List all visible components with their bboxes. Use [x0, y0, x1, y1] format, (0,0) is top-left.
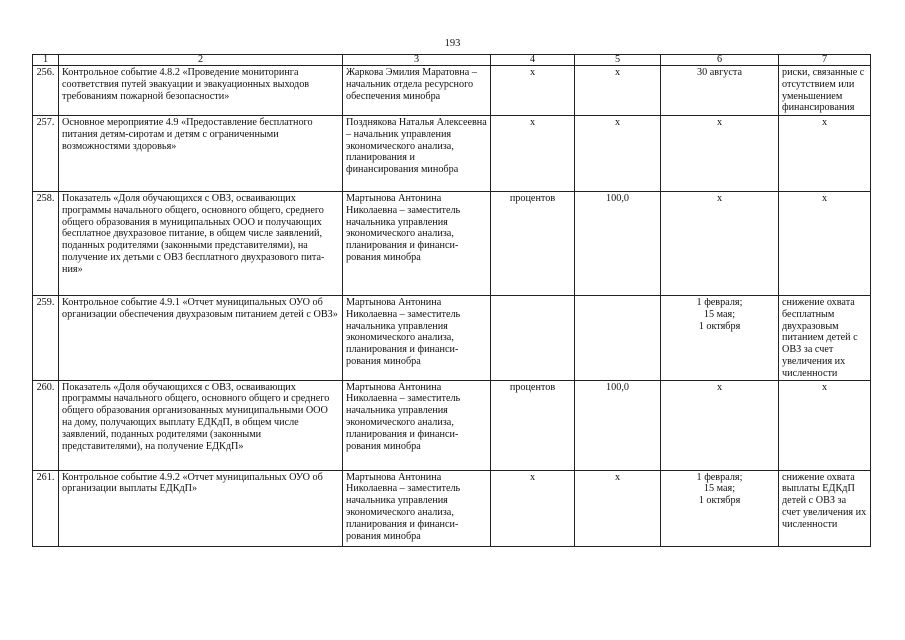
deadline-cell [661, 192, 779, 296]
table-row [33, 380, 871, 470]
deadline-cell [661, 116, 779, 192]
event-cell: Контрольное событие 4.8.2 «Проведение мониторинга соответствия путей эвакуации и эвакуационных выходов требованиям пожарной безопасности» [59, 66, 343, 116]
deadline-line: 15 мая; [703, 308, 736, 320]
unit-cell: х [491, 116, 575, 192]
deadline-cell [661, 380, 779, 470]
deadline-line: 15 мая; [703, 483, 736, 495]
unit-cell [491, 296, 575, 381]
table-row [33, 116, 871, 192]
row-number: 256. [33, 66, 59, 116]
column-header-7: 7 [779, 55, 871, 66]
value-cell: 100,0 [575, 380, 661, 470]
event-cell: Контрольное событие 4.9.1 «Отчет муниципальных ОУО об организации обеспечения двухразовым питанием детей с ОВЗ» [59, 296, 343, 381]
value-cell: х [575, 470, 661, 546]
row-number: 258. [33, 192, 59, 296]
deadline-cell [661, 66, 779, 116]
value-cell: 100,0 [575, 192, 661, 296]
responsible-cell: Мартынова Антонина Николаевна – заместитель начальника управления экономического анализа, планирования и финансирования минобра [343, 296, 491, 381]
row-number: 260. [33, 380, 59, 470]
risk-cell: х [779, 116, 871, 192]
responsible-cell: Мартынова Антонина Николаевна – заместитель начальника управления экономического анализа, планирования и финансирования минобра [343, 470, 491, 546]
table-row [33, 470, 871, 546]
unit-cell: х [491, 470, 575, 546]
unit-cell: процентов [491, 192, 575, 296]
value-cell: х [575, 116, 661, 192]
column-header-6: 6 [661, 55, 779, 66]
risk-cell: х [779, 192, 871, 296]
value-cell [575, 296, 661, 381]
deadline-cell [661, 296, 779, 381]
unit-cell: х [491, 66, 575, 116]
plan-table [32, 54, 871, 547]
risk-cell: х [779, 380, 871, 470]
column-number-row [33, 55, 871, 66]
event-cell: Показатель «Доля обучающихся с ОВЗ, осваивающих программы начального общего, основного общего и среднего общего образования организованных муниципальными ООО на дому, получающих выплату ЕДКдП, в общем числе заявлений, поданных родителями (законными представителями), на получение ЕДКдП» [59, 380, 343, 470]
deadline-line: х [716, 193, 723, 204]
unit-cell: процентов [491, 380, 575, 470]
column-header-3: 3 [343, 55, 491, 66]
responsible-cell: Жаркова Эмилия Маратовна – начальник отдела ресурсного обеспечения минобра [343, 66, 491, 116]
column-header-2: 2 [59, 55, 343, 66]
deadline-line: 1 февраля; [696, 471, 743, 483]
deadline-line: х [716, 117, 723, 128]
deadline-line: 30 августа [697, 67, 742, 78]
row-number: 261. [33, 470, 59, 546]
column-header-1: 1 [33, 55, 59, 66]
responsible-cell: Мартынова Антонина Николаевна – заместитель начальника управления экономического анализа, планирования и финансирования минобра [343, 192, 491, 296]
deadline-line: 1 октября [698, 495, 741, 507]
risk-cell: снижение охвата бесплатным двухразовым питанием детей с ОВЗ за счет увеличения их численности [779, 296, 871, 381]
event-cell: Контрольное событие 4.9.2 «Отчет муниципальных ОУО об организации выплаты ЕДКдП» [59, 470, 343, 546]
risk-cell: риски, связанные с отсутствием или уменьшением финансирования [779, 66, 871, 116]
responsible-cell: Позднякова Наталья Алексеевна – начальник управления экономического анализа, планирования и финансирования минобра [343, 116, 491, 192]
row-number: 259. [33, 296, 59, 381]
event-cell: Показатель «Доля обучающихся с ОВЗ, осваивающих программы начального общего, основного общего, среднего общего образования в муниципальных ООО и получающих бесплатное двухразовое питание, в общем числе заявлений, поданных родителями (законными представителями), на получение их детьми с ОВЗ бесплатного двухразового питания» [59, 192, 343, 296]
deadline-line: 1 октября [698, 320, 741, 332]
deadline-cell [661, 470, 779, 546]
column-header-5: 5 [575, 55, 661, 66]
row-number: 257. [33, 116, 59, 192]
page-number: 193 [444, 38, 461, 49]
deadline-line: 1 февраля; [696, 297, 743, 308]
column-header-4: 4 [491, 55, 575, 66]
responsible-cell: Мартынова Антонина Николаевна – заместитель начальника управления экономического анализа, планирования и финансирования минобра [343, 380, 491, 470]
table-row [33, 192, 871, 296]
risk-cell: снижение охвата выплаты ЕДКдП детей с ОВЗ за счет увеличения их численности [779, 470, 871, 546]
value-cell: х [575, 66, 661, 116]
deadline-line: х [716, 381, 723, 393]
table-row [33, 296, 871, 381]
event-cell: Основное мероприятие 4.9 «Предоставление бесплатного питания детям-сиротам и детям с ограниченными возможностями здоровья» [59, 116, 343, 192]
table-row [33, 66, 871, 116]
